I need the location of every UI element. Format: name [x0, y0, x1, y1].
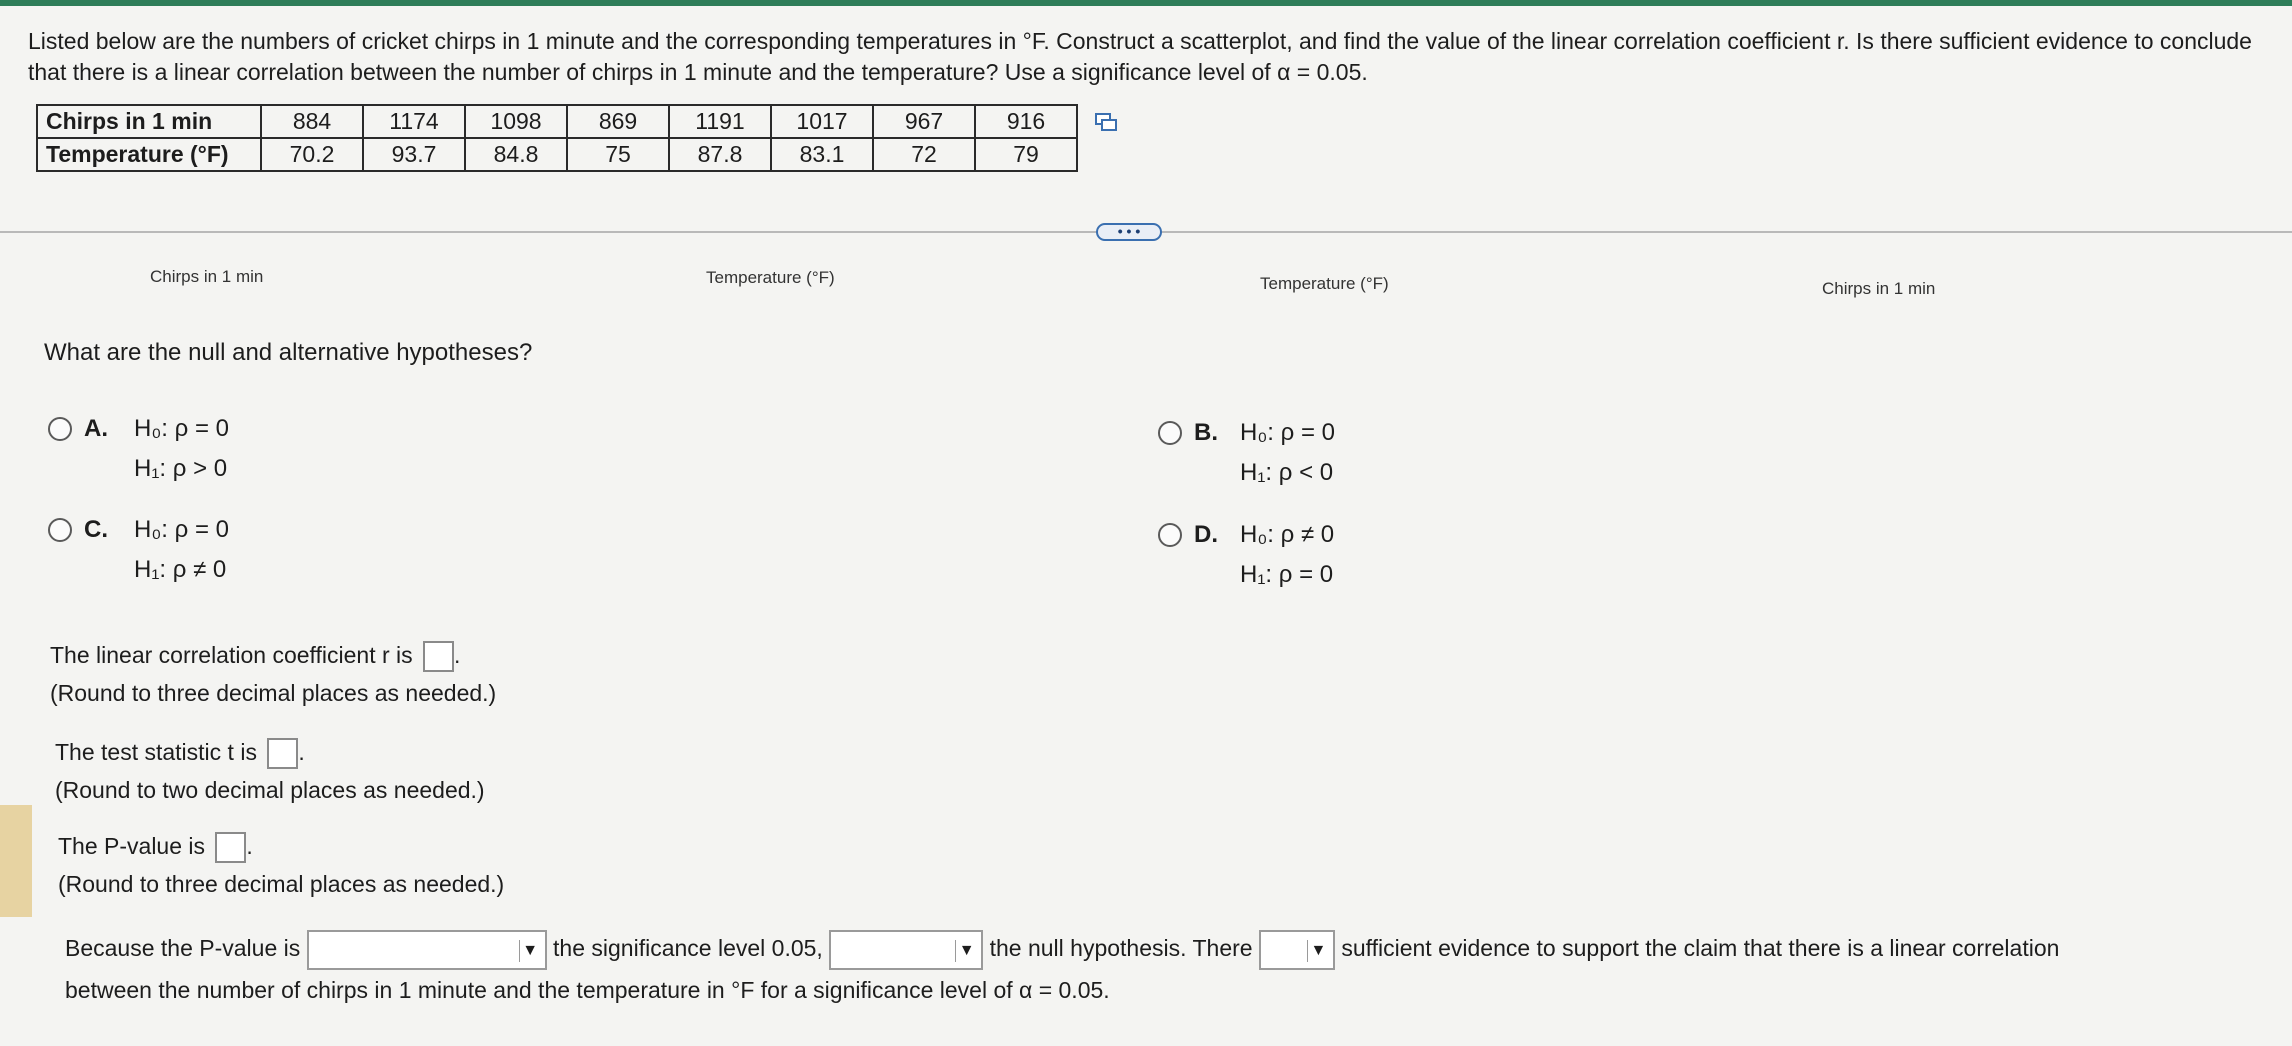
expand-more-button[interactable]: • • •: [1096, 223, 1162, 241]
row-label-temperature: Temperature (°F): [37, 138, 261, 171]
table-cell: 83.1: [771, 138, 873, 171]
table-cell: 87.8: [669, 138, 771, 171]
problem-degree-unit: °F: [1022, 28, 1044, 54]
table-cell: 93.7: [363, 138, 465, 171]
r-rounding-note: (Round to three decimal places as needed.): [50, 680, 497, 706]
table-row-chirps: [37, 105, 1077, 138]
option-c-letter: C.: [84, 516, 108, 543]
graph-label-2: Temperature (°F): [706, 268, 835, 287]
table-cell: 1191: [669, 105, 771, 138]
option-c-h1: H₁: ρ ≠ 0: [134, 556, 227, 583]
problem-statement: [28, 26, 2278, 88]
table-cell: 884: [261, 105, 363, 138]
graph-label-3: Temperature (°F): [1260, 274, 1389, 293]
table-cell: 79: [975, 138, 1077, 171]
option-b[interactable]: [1158, 413, 1558, 497]
table-cell: 869: [567, 105, 669, 138]
graph-label-1: Chirps in 1 min: [150, 267, 264, 286]
option-c-h0: H₀: ρ = 0: [134, 516, 229, 543]
table-cell: 967: [873, 105, 975, 138]
table-cell: 1017: [771, 105, 873, 138]
option-a-h1: H₁: ρ > 0: [134, 455, 228, 482]
problem-text-1: Listed below are the numbers of cricket chirps in 1 minute and the corresponding temperatures in: [28, 28, 1023, 54]
chevron-down-icon: ▼: [955, 940, 977, 962]
pvalue-comparison-dropdown[interactable]: [307, 930, 547, 970]
conclusion-text-4: sufficient evidence to support the claim that there is a linear correlation: [1341, 935, 2060, 961]
conclusion-text-1: Because the P-value is: [65, 935, 301, 961]
r-question-text: The linear correlation coefficient r is: [50, 642, 413, 668]
r-question: [50, 636, 496, 712]
r-period: .: [454, 642, 461, 668]
option-b-radio[interactable]: [1158, 421, 1182, 445]
conclusion-text-5: between the number of chirps in 1 minute and the temperature in: [65, 976, 732, 1003]
option-b-h0: H₀: ρ = 0: [1240, 419, 1335, 446]
r-answer-input[interactable]: [423, 641, 454, 672]
table-cell: 1174: [363, 105, 465, 138]
conclusion-paragraph: [65, 928, 2265, 1010]
t-period: .: [298, 739, 305, 765]
data-table: [36, 104, 1078, 172]
option-c[interactable]: [48, 510, 448, 594]
option-d-h1: H₁: ρ = 0: [1240, 561, 1334, 588]
conclusion-text-3: the null hypothesis. There: [989, 935, 1253, 961]
hypotheses-question: What are the null and alternative hypotheses?: [44, 339, 533, 366]
option-c-radio[interactable]: [48, 518, 72, 542]
row-label-chirps: Chirps in 1 min: [37, 105, 261, 138]
table-cell: 84.8: [465, 138, 567, 171]
p-answer-input[interactable]: [215, 832, 246, 863]
conclusion-text-6: for a significance level of α = 0.05.: [754, 976, 1110, 1003]
p-question: [58, 827, 504, 903]
conclusion-text-2: the significance level 0.05,: [553, 935, 823, 961]
t-answer-input[interactable]: [267, 738, 298, 769]
graph-label-4: Chirps in 1 min: [1822, 279, 1936, 298]
chevron-down-icon: ▼: [519, 940, 541, 962]
top-accent-bar: [0, 0, 2292, 6]
option-d-radio[interactable]: [1158, 523, 1182, 547]
conclusion-degree-unit: °F: [731, 976, 755, 1003]
table-row-temperature: [37, 138, 1077, 171]
option-a-h0: H₀: ρ = 0: [134, 415, 229, 442]
p-question-text: The P-value is: [58, 833, 206, 859]
table-cell: 70.2: [261, 138, 363, 171]
option-d[interactable]: [1158, 515, 1558, 599]
option-a-radio[interactable]: [48, 417, 72, 441]
table-cell: 75: [567, 138, 669, 171]
option-a[interactable]: [48, 409, 448, 493]
table-cell: 1098: [465, 105, 567, 138]
option-b-h1: H₁: ρ < 0: [1240, 459, 1334, 486]
t-question: [55, 733, 485, 809]
null-hypothesis-decision-dropdown[interactable]: [829, 930, 983, 970]
option-d-letter: D.: [1194, 521, 1218, 548]
p-period: .: [246, 833, 253, 859]
chevron-down-icon: ▼: [1307, 940, 1329, 962]
copy-data-icon[interactable]: [1094, 112, 1118, 134]
problem-text-2: . Construct a scatterplot, and find the value of the linear correlation coefficient r. Is there sufficient evidence to conclude that there is a linear correlation between the number of chirps in 1 minute and the temperature? Use a significance level of α = 0.05.: [28, 28, 2252, 85]
t-rounding-note: (Round to two decimal places as needed.): [55, 777, 485, 803]
option-a-letter: A.: [84, 415, 108, 442]
t-question-text: The test statistic t is: [55, 739, 257, 765]
p-rounding-note: (Round to three decimal places as needed.): [58, 871, 505, 897]
option-d-h0: H₀: ρ ≠ 0: [1240, 521, 1335, 548]
left-accent-strip: [0, 805, 32, 917]
evidence-dropdown[interactable]: [1259, 930, 1335, 970]
table-cell: 72: [873, 138, 975, 171]
option-b-letter: B.: [1194, 419, 1218, 446]
table-cell: 916: [975, 105, 1077, 138]
